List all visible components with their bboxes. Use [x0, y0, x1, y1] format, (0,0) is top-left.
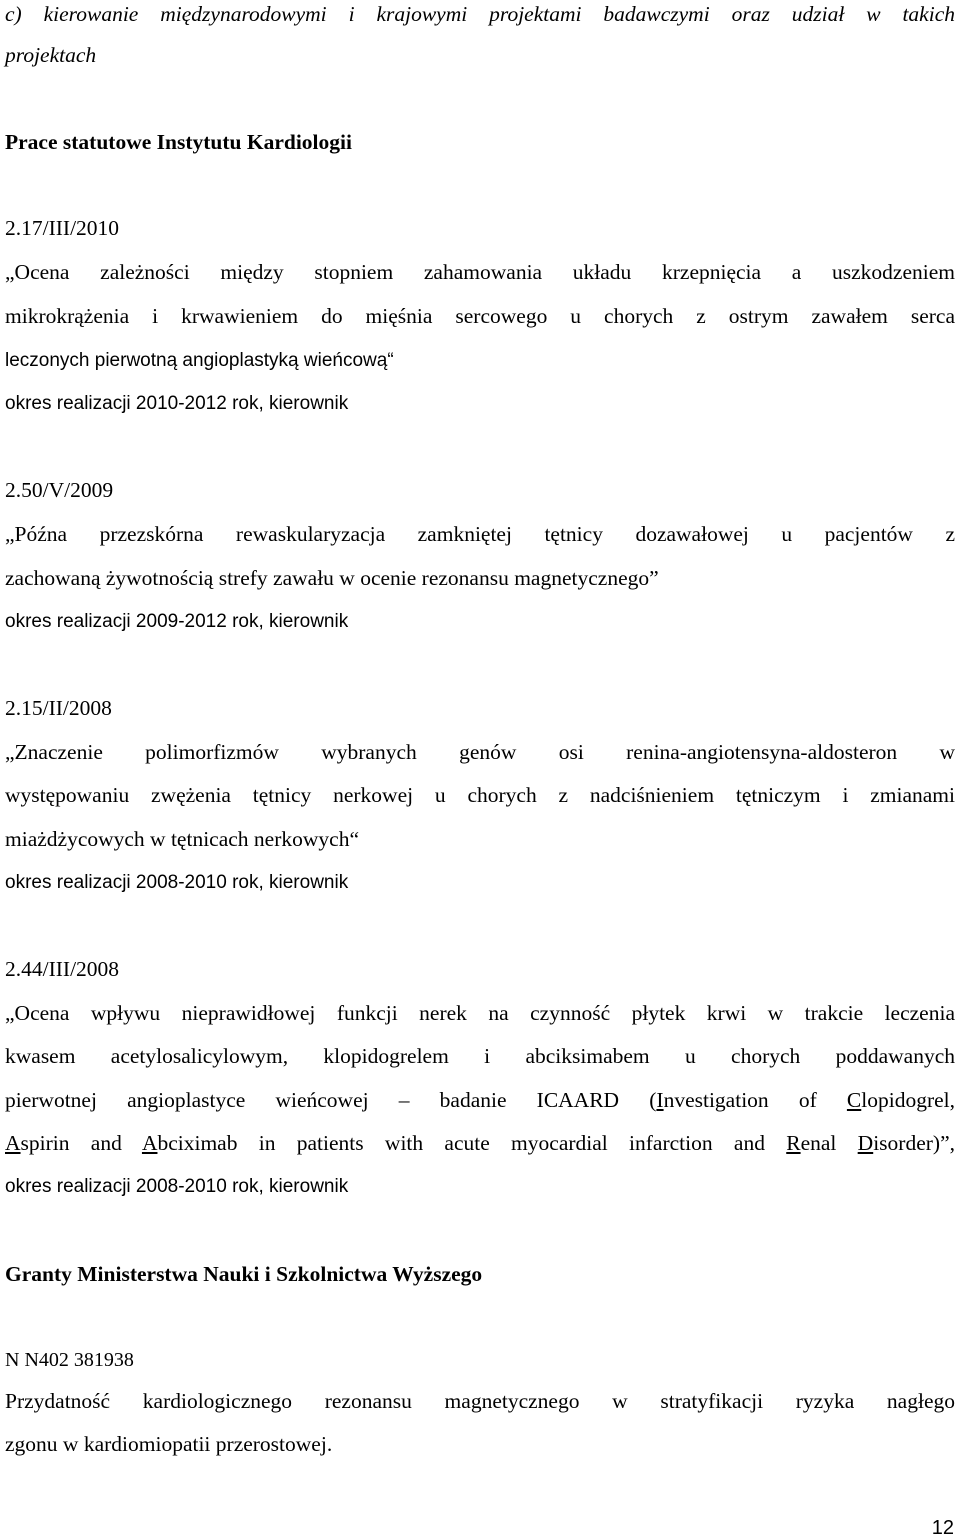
- project-title-line: mikrokrążenia i krwawieniem do mięśnia sercowego u chorych z ostrym zawałem serca: [5, 304, 955, 328]
- project-number: 2.44/III/2008: [5, 957, 120, 981]
- project-title-line: występowaniu zwężenia tętnicy nerkowej u chorych z nadciśnieniem tętniczym i zmianami: [5, 783, 955, 807]
- project-period: okres realizacji 2008-2010 rok, kierownik: [5, 1176, 349, 1197]
- project-period: okres realizacji 2008-2010 rok, kierownik: [5, 872, 349, 893]
- project-title-line: kwasem acetylosalicylowym, klopidogrelem i abciksimabem u chorych poddawanych: [5, 1044, 955, 1068]
- grant-title-line: Przydatność kardiologicznego rezonansu magnetycznego w stratyfikacji ryzyka nagłego: [5, 1389, 955, 1413]
- project-title-line: zachowaną żywotnością strefy zawału w ocenie rezonansu magnetycznego”: [5, 566, 659, 590]
- page-number: 12: [931, 1517, 954, 1539]
- project-number: 2.17/III/2010: [5, 216, 120, 240]
- underlined-letter: A: [141, 1131, 158, 1155]
- underlined-letter: C: [846, 1088, 862, 1112]
- grants-heading: Granty Ministerstwa Nauki i Szkolnictwa Wyższego: [5, 1262, 483, 1286]
- project-title-line: [5, 1090, 955, 1112]
- text-run: pierwotnej angioplastyce wieńcowej – badanie ICAARD (: [5, 1088, 657, 1112]
- project-title-line: miażdżycowych w tętnicach nerkowych“: [5, 827, 359, 851]
- project-title-line: „Znaczenie polimorfizmów wybranych genów osi renina-angiotensyna-aldosteron w: [5, 740, 955, 764]
- project-title-line: „Późna przezskórna rewaskularyzacja zamkniętej tętnicy dozawałowej u pacjentów z: [5, 522, 955, 546]
- project-title-line: „Ocena zależności między stopniem zahamowania układu krzepnięcia a uszkodzeniem: [5, 260, 955, 284]
- text-run: isorder)”,: [873, 1131, 955, 1155]
- project-title-line: „Ocena wpływu nieprawidłowej funkcji nerek na czynność płytek krwi w trakcie leczenia: [5, 1001, 955, 1025]
- text-run: spirin and: [20, 1131, 142, 1155]
- text-run: bciximab in patients with acute myocardial infarction and: [157, 1131, 787, 1155]
- underlined-letter: D: [857, 1131, 874, 1155]
- text-run: nvestigation of: [663, 1088, 847, 1112]
- underlined-letter: I: [656, 1088, 664, 1112]
- section-c-heading-line1: c) kierowanie międzynarodowymi i krajowymi projektami badawczymi oraz udział w takich: [5, 2, 955, 26]
- underlined-letter: A: [5, 1131, 21, 1155]
- project-period: okres realizacji 2009-2012 rok, kierownik: [5, 611, 349, 632]
- project-number: 2.50/V/2009: [5, 478, 114, 502]
- project-title-line: leczonych pierwotną angioplastyką wieńcową“: [5, 350, 394, 371]
- text-run: lopidogrel,: [861, 1088, 955, 1112]
- project-title-line: [5, 1133, 955, 1155]
- text-run: enal: [800, 1131, 858, 1155]
- underlined-letter: R: [786, 1131, 801, 1155]
- grant-title-line: zgonu w kardiomiopatii przerostowej.: [5, 1432, 333, 1456]
- project-number: 2.15/II/2008: [5, 696, 112, 720]
- project-period: okres realizacji 2010-2012 rok, kierownik: [5, 393, 349, 414]
- statutory-heading: Prace statutowe Instytutu Kardiologii: [5, 130, 352, 154]
- grant-number: N N402 381938: [5, 1349, 134, 1371]
- section-c-heading-line2: projektach: [5, 43, 97, 67]
